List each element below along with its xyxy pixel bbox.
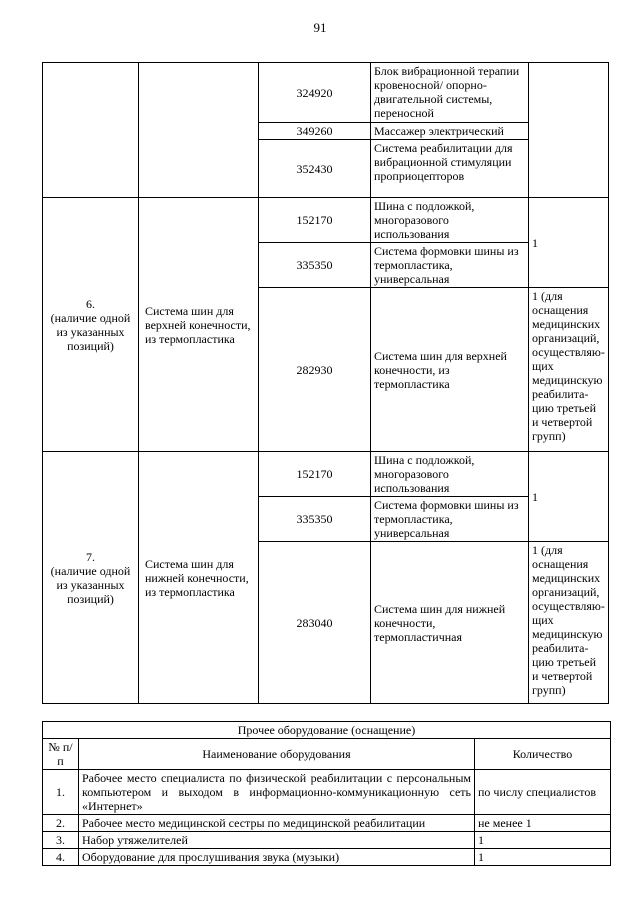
row-num: 1. bbox=[43, 770, 79, 815]
group-number-cell bbox=[43, 452, 139, 704]
cont-number-cell bbox=[43, 63, 139, 198]
qty-cell: 1 (для оснащения медицинских организаций, осуществляю-щих медицинскую реабилита-цию третьей и четвертой групп) bbox=[529, 288, 609, 452]
header-name: Наименование оборудования bbox=[79, 739, 475, 770]
equipment-table bbox=[42, 62, 609, 704]
table-row bbox=[43, 63, 609, 123]
table-title-row bbox=[43, 722, 611, 739]
code-cell: 152170 bbox=[259, 452, 371, 497]
cont-qty-cell bbox=[529, 63, 609, 198]
qty-cell: 1 (для оснащения медицинских организаций, осуществляю-щих медицинскую реабилита-цию третьей и четвертой групп) bbox=[529, 542, 609, 704]
group-number-cell bbox=[43, 198, 139, 452]
name-cell: Блок вибрационной терапии кровеносной/ опорно-двигательной системы, переносной bbox=[371, 63, 529, 123]
row-num: 3. bbox=[43, 832, 79, 849]
row-name: Рабочее место медицинской сестры по медицинской реабилитации bbox=[79, 815, 475, 832]
code-cell: 283040 bbox=[259, 542, 371, 704]
table-row bbox=[43, 770, 611, 815]
group-number: 6. bbox=[86, 296, 95, 311]
header-qty: Количество bbox=[475, 739, 611, 770]
name-cell: Система формовки шины из термопластика, универсальная bbox=[371, 243, 529, 288]
table-title: Прочее оборудование (оснащение) bbox=[43, 722, 611, 739]
name-cell: Массажер электрический bbox=[371, 123, 529, 140]
table-header-row bbox=[43, 739, 611, 770]
group-number-note: (наличие одной из указанных позиций) bbox=[50, 310, 131, 353]
group-number-note: (наличие одной из указанных позиций) bbox=[50, 563, 131, 606]
code-cell: 335350 bbox=[259, 497, 371, 542]
other-equipment-table bbox=[42, 721, 611, 866]
name-cell: Система реабилитации для вибрационной стимуляции проприоцепторов bbox=[371, 140, 529, 198]
name-cell: Система формовки шины из термопластика, универсальная bbox=[371, 497, 529, 542]
row-name: Набор утяжелителей bbox=[79, 832, 475, 849]
code-cell: 152170 bbox=[259, 198, 371, 243]
row-qty: не менее 1 bbox=[475, 815, 611, 832]
name-cell: Шина с подложкой, многоразового использования bbox=[371, 198, 529, 243]
table-row bbox=[43, 198, 609, 243]
code-cell: 349260 bbox=[259, 123, 371, 140]
table-row bbox=[43, 849, 611, 866]
table-row bbox=[43, 815, 611, 832]
qty-cell: 1 bbox=[529, 452, 609, 542]
row-qty: по числу специалистов bbox=[475, 770, 611, 815]
code-cell: 282930 bbox=[259, 288, 371, 452]
name-cell: Система шин для верхней конечности, из термопластика bbox=[371, 288, 529, 452]
code-cell: 324920 bbox=[259, 63, 371, 123]
header-num: № п/п bbox=[43, 739, 79, 770]
row-num: 4. bbox=[43, 849, 79, 866]
name-cell: Шина с подложкой, многоразового использования bbox=[371, 452, 529, 497]
row-name: Рабочее место специалиста по физической реабилитации с персональным компьютером и выходом в информационно-коммуникационную сеть «Интернет» bbox=[79, 770, 475, 815]
page-number: 91 bbox=[313, 20, 327, 35]
group-number: 7. bbox=[86, 549, 95, 564]
qty-cell: 1 bbox=[529, 198, 609, 288]
code-cell: 335350 bbox=[259, 243, 371, 288]
name-cell: Система шин для нижней конечности, термопластичная bbox=[371, 542, 529, 704]
group-title: Система шин для верхней конечности, из термопластика bbox=[139, 198, 259, 452]
row-qty: 1 bbox=[475, 832, 611, 849]
group-title: Система шин для нижней конечности, из термопластика bbox=[139, 452, 259, 704]
row-qty: 1 bbox=[475, 849, 611, 866]
row-num: 2. bbox=[43, 815, 79, 832]
table-row bbox=[43, 452, 609, 497]
code-cell: 352430 bbox=[259, 140, 371, 198]
table-row bbox=[43, 832, 611, 849]
row-name: Оборудование для прослушивания звука (музыки) bbox=[79, 849, 475, 866]
cont-title-cell bbox=[139, 63, 259, 198]
